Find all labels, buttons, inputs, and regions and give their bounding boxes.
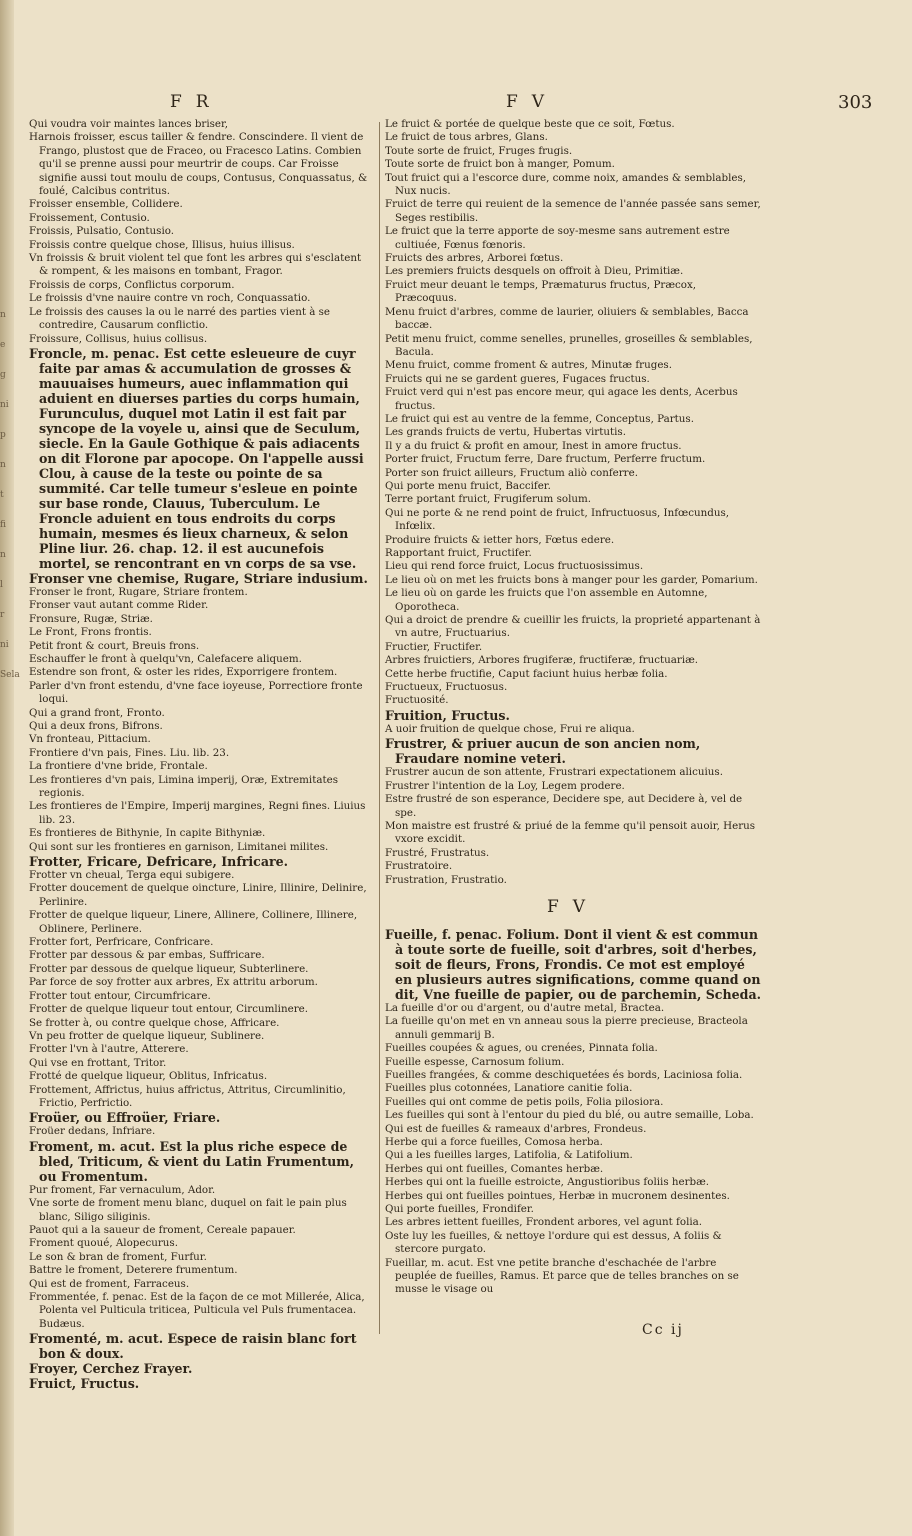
dictionary-entry: Froncle, m. penac. Est cette esleueure de cuyr faite par amas & accumulation de grosses & mauuaises humeurs, auec inflammation qui aduient en diuerses parties du corps humain, Furunculus, duquel mot Latin il est fait par syncope de la voyele u, ainsi que de Seculum, siecle. En la Gaule Gothique & pais adiacents on dit Florone par apocope. On l'appelle aussi Clou, à cause de la teste ou pointe de sa summité. Car telle tumeur s'esleue en pointe sur base ronde, Clauus, Tuberculum. Le Froncle aduient en tous endroits du corps humain, mesmes és lieux charneux, & selon Pline liur. 26. chap. 12. il est aucunefois mortel, se rencontrant en vn corps de sa vse. xyxy=(29,345,364,571)
dictionary-entry: Froissement, Contusio. xyxy=(29,211,150,224)
dictionary-entry: Frommentée, f. penac. Est de la façon de ce mot Millerée, Alica, Polenta vel Pulticula triticea, Pulticula vel Puls frumentacea. Budæus. xyxy=(29,1291,365,1330)
dictionary-entry: Fueilles frangées, & comme deschiquetées és bords, Laciniosa folia. xyxy=(385,1068,743,1081)
dictionary-entry: Frotter par dessous & par embas, Suffricare. xyxy=(29,949,265,962)
dictionary-entry: Fronser vne chemise, Rugare, Striare indusium. xyxy=(29,570,368,586)
edge-fragment: ni xyxy=(0,400,9,410)
dictionary-entry: Le froissis d'vne nauire contre vn roch, Conquassatio. xyxy=(29,292,311,305)
dictionary-entry: Frotté de quelque liqueur, Oblitus, Infricatus. xyxy=(29,1070,268,1083)
dictionary-entry: Frustration, Frustratio. xyxy=(385,873,507,886)
dictionary-entry: Froissis, Pulsatio, Contusio. xyxy=(29,225,175,238)
dictionary-entry: Il y a du fruict & profit en amour, Inest in amore fructus. xyxy=(385,439,682,452)
dictionary-entry: Froment quoué, Alopecurus. xyxy=(29,1237,178,1250)
dictionary-entry: Froissis contre quelque chose, Illisus, huius illisus. xyxy=(29,238,295,251)
dictionary-entry: Fruict de terre qui reuient de la semence de l'année passée sans semer, Seges restibilis. xyxy=(385,198,761,224)
dictionary-entry: Fueille, f. penac. Folium. Dont il vient & est commun à toute sorte de fueille, soit d'arbres, soit d'herbes, soit de fleurs, Frons, Frondis. Ce mot est employé en plusieurs autres significations, comme quand on dit, Vne fueille de papier, ou de parchemin, Scheda. xyxy=(385,926,761,1002)
dictionary-entry: Qui porte menu fruict, Baccifer. xyxy=(385,479,551,492)
dictionary-entry: Fronser vaut autant comme Rider. xyxy=(29,599,209,612)
dictionary-entry: Herbes qui ont fueilles, Comantes herbæ. xyxy=(385,1162,604,1175)
dictionary-entry: Qui a grand front, Fronto. xyxy=(29,706,165,719)
dictionary-entry: Frotter, Fricare, Defricare, Infricare. xyxy=(29,854,289,870)
dictionary-entry: Estendre son front, & oster les rides, Exporrigere frontem. xyxy=(29,666,338,679)
dictionary-entry: Vn froissis & bruit violent tel que font les arbres qui s'esclatent & rompent, & les maisons en tombant, Fragor. xyxy=(29,252,362,278)
dictionary-entry: Frotter vn cheual, Terga equi subigere. xyxy=(29,869,235,882)
dictionary-entry: Froüer, ou Effroüer, Friare. xyxy=(29,1110,221,1126)
dictionary-entry: Fruicts qui ne se gardent gueres, Fugaces fructus. xyxy=(385,372,650,385)
edge-fragment: g xyxy=(0,370,6,380)
dictionary-entry: Vne sorte de froment menu blanc, duquel on fait le pain plus blanc, Siligo siliginis. xyxy=(29,1197,347,1223)
dictionary-entry: Les premiers fruicts desquels on offroit à Dieu, Primitiæ. xyxy=(385,265,684,278)
dictionary-entry: Estre frustré de son esperance, Decidere spe, aut Decidere à, vel de spe. xyxy=(385,793,743,819)
edge-fragment: n xyxy=(0,310,6,320)
dictionary-entry: Qui a deux frons, Bifrons. xyxy=(29,719,163,732)
dictionary-entry: Froment, m. acut. Est la plus riche espece de bled, Triticum, & vient du Latin Frumentum, ou Fromentum. xyxy=(29,1138,354,1184)
dictionary-entry: Harnois froisser, escus tailler & fendre. Conscindere. Il vient de Frango, plustost que de Fraceo, ou Fracesco Latins. Combien qu'il se prenne aussi pour meurtrir de coups. Car Froisse signifie aussi tout moulu de coups, Contusus, Conquassatus, & foulé, Calcibus contritus. xyxy=(29,131,368,198)
dictionary-entry: Frustrer aucun de son attente, Frustrari expectationem alicuius. xyxy=(385,766,723,779)
right-column xyxy=(385,118,761,1297)
dictionary-entry: Qui a les fueilles larges, Latifolia, & Latifolium. xyxy=(385,1149,633,1162)
dictionary-entry: Par force de soy frotter aux arbres, Ex attritu arborum. xyxy=(29,976,318,989)
dictionary-entry: Frontiere d'vn pais, Fines. Liu. lib. 23. xyxy=(29,746,230,759)
edge-fragment: r xyxy=(0,610,5,620)
dictionary-entry: Qui ne porte & ne rend point de fruict, Infructuosus, Infœcundus, Infœlix. xyxy=(385,506,730,533)
dictionary-entry: Fronsure, Rugæ, Striæ. xyxy=(29,612,153,625)
dictionary-entry: Terre portant fruict, Frugiferum solum. xyxy=(385,493,592,506)
dictionary-entry: A uoir fruition de quelque chose, Frui re aliqua. xyxy=(385,722,635,735)
dictionary-entry: Le froissis des causes la ou le narré des parties vient à se contredire, Causarum conflictio. xyxy=(29,305,331,332)
dictionary-entry: Petit menu fruict, comme senelles, prunelles, groseilles & semblables, Bacula. xyxy=(385,332,753,358)
dictionary-entry: La fueille d'or ou d'argent, ou d'autre metal, Bractea. xyxy=(385,1001,665,1014)
page-number: 303 xyxy=(838,92,873,113)
edge-fragment: l xyxy=(0,580,3,590)
dictionary-entry: Frustrer, & priuer aucun de son ancien nom, Fraudare nomine veteri. xyxy=(385,736,701,767)
dictionary-entry: Produire fruicts & ietter hors, Fœtus edere. xyxy=(385,533,615,546)
dictionary-entry: Froisser ensemble, Collidere. xyxy=(29,198,183,211)
dictionary-entry: Le fruict de tous arbres, Glans. xyxy=(385,131,548,144)
dictionary-entry: Fromenté, m. acut. Espece de raisin blanc fort bon & doux. xyxy=(29,1331,357,1362)
section-heading: FV xyxy=(546,896,600,917)
dictionary-entry: Rapportant fruict, Fructifer. xyxy=(385,547,532,559)
edge-fragment: n xyxy=(0,550,6,560)
edge-fragment: p xyxy=(0,430,6,440)
dictionary-entry: La frontiere d'vne bride, Frontale. xyxy=(29,760,208,773)
dictionary-entry: Pauot qui a la saueur de froment, Cereale papauer. xyxy=(29,1223,296,1236)
dictionary-entry: Arbres fruictiers, Arbores frugiferæ, fructiferæ, fructuariæ. xyxy=(385,654,699,667)
signature-mark: Cc ij xyxy=(642,1322,684,1338)
dictionary-entry: Frotter par dessous de quelque liqueur, Subterlinere. xyxy=(29,962,309,975)
dictionary-entry: Herbe qui a force fueilles, Comosa herba. xyxy=(385,1136,603,1148)
dictionary-entry: Froissis de corps, Conflictus corporum. xyxy=(29,278,235,291)
dictionary-entry: Cette herbe fructifie, Caput faciunt huius herbæ folia. xyxy=(385,667,668,680)
edge-fragment: n xyxy=(0,460,6,470)
edge-fragment: e xyxy=(0,340,6,350)
dictionary-entry: Frotter l'vn à l'autre, Atterere. xyxy=(29,1043,189,1056)
dictionary-entry: Toute sorte de fruict, Fruges frugis. xyxy=(385,144,573,157)
dictionary-entry: Frustratoire. xyxy=(385,860,453,873)
column-divider xyxy=(379,122,380,1334)
dictionary-entry: Les grands fruicts de vertu, Hubertas virtutis. xyxy=(385,426,626,439)
dictionary-entry: Menu fruict, comme froment & autres, Minutæ fruges. xyxy=(385,359,672,372)
dictionary-entry: Froissure, Collisus, huius collisus. xyxy=(29,332,208,345)
edge-fragment: t xyxy=(0,490,4,500)
dictionary-entry: Qui est de froment, Farraceus. xyxy=(29,1277,190,1290)
dictionary-entry: Fueille espesse, Carnosum folium. xyxy=(385,1055,565,1068)
dictionary-entry: Vn fronteau, Pittacium. xyxy=(29,733,151,746)
edge-fragment: Sela xyxy=(0,670,20,680)
dictionary-entry: Fruict, Fructus. xyxy=(29,1376,140,1392)
running-head-left: FR xyxy=(170,92,223,112)
dictionary-entry: Frotter fort, Perfricare, Confricare. xyxy=(29,936,214,949)
dictionary-entry: Fueilles plus cotonnées, Lanatiore canitie folia. xyxy=(385,1082,633,1095)
dictionary-entry: Fueilles coupées & agues, ou crenées, Pinnata folia. xyxy=(385,1042,658,1055)
edge-fragment: ni xyxy=(0,640,9,650)
dictionary-entry: Frotter doucement de quelque oincture, Linire, Illinire, Delinire, Perlinire. xyxy=(29,882,367,908)
dictionary-entry: Vn peu frotter de quelque liqueur, Sublinere. xyxy=(29,1029,265,1042)
edge-fragment: fi xyxy=(0,520,7,530)
dictionary-entry: Battre le froment, Deterere frumentum. xyxy=(29,1264,238,1277)
dictionary-entry: Toute sorte de fruict bon à manger, Pomum. xyxy=(385,158,615,171)
dictionary-entry: Frottement, Affrictus, huius affrictus, Attritus, Circumlinitio, Frictio, Perfrictio. xyxy=(29,1083,346,1109)
dictionary-entry: Les fueilles qui sont à l'entour du pied du blé, ou autre semaille, Loba. xyxy=(385,1109,754,1122)
page-edge xyxy=(0,0,20,1536)
dictionary-entry: Frotter de quelque liqueur tout entour, Circumlinere. xyxy=(29,1003,308,1016)
dictionary-entry: Tout fruict qui a l'escorce dure, comme noix, amandes & semblables, Nux nucis. xyxy=(385,171,747,198)
dictionary-entry: Pur froment, Far vernaculum, Ador. xyxy=(29,1183,216,1196)
dictionary-entry: Fruict meur deuant le temps, Præmaturus fructus, Præcox, Præcoquus. xyxy=(385,278,697,305)
dictionary-entry: Mon maistre est frustré & priué de la femme qu'il pensoit auoir, Herus vxore excidit. xyxy=(385,819,756,846)
right-column-entries-top xyxy=(385,118,761,887)
dictionary-entry: Eschauffer le front à quelqu'vn, Calefacere aliquem. xyxy=(29,652,302,665)
dictionary-entry: Es frontieres de Bithynie, In capite Bithyniæ. xyxy=(29,827,266,840)
dictionary-entry: Se frotter à, ou contre quelque chose, Affricare. xyxy=(29,1016,280,1029)
dictionary-entry: Fructuosité. xyxy=(385,694,449,707)
dictionary-entry: Le fruict que la terre apporte de soy-mesme sans autrement estre cultiuée, Fœnus fœnoris. xyxy=(385,225,730,251)
dictionary-entry: Le son & bran de froment, Furfur. xyxy=(29,1250,207,1263)
dictionary-entry: Frustrer l'intention de la Loy, Legem prodere. xyxy=(385,779,625,792)
dictionary-entry: Qui sont sur les frontieres en garnison, Limitanei milites. xyxy=(29,840,329,853)
dictionary-entry: Le fruict qui est au ventre de la femme, Conceptus, Partus. xyxy=(385,412,694,425)
dictionary-entry: Le lieu où on garde les fruicts que l'on assemble en Automne, Oporotheca. xyxy=(385,587,708,613)
dictionary-entry: Parler d'vn front estendu, d'vne face ioyeuse, Porrectiore fronte loqui. xyxy=(29,679,363,706)
left-column xyxy=(29,118,373,1391)
dictionary-entry: Qui est de fueilles & rameaux d'arbres, Frondeus. xyxy=(385,1122,647,1135)
dictionary-entry: Petit front & court, Breuis frons. xyxy=(29,639,200,652)
dictionary-entry: Fructueux, Fructuosus. xyxy=(385,681,508,694)
dictionary-entry: Qui a droict de prendre & cueillir les fruicts, la proprieté appartenant à vn autre, Fructuarius. xyxy=(385,614,761,640)
dictionary-entry: Fruition, Fructus. xyxy=(385,707,510,723)
dictionary-entry: Fruict verd qui n'est pas encore meur, qui agace les dents, Acerbus fructus. xyxy=(385,386,738,412)
dictionary-entry: Le Front, Frons frontis. xyxy=(29,626,152,639)
dictionary-entry: Herbes qui ont fueilles pointues, Herbæ in mucronem desinentes. xyxy=(385,1189,730,1202)
dictionary-entry: Fueilles qui ont comme de petis poils, Folia pilosiora. xyxy=(385,1095,664,1108)
dictionary-entry: Qui porte fueilles, Frondifer. xyxy=(385,1203,534,1216)
dictionary-entry: Les frontieres d'vn pais, Limina imperij, Oræ, Extremitates regionis. xyxy=(29,773,338,799)
dictionary-entry: Porter fruict, Fructum ferre, Dare fructum, Perferre fructum. xyxy=(385,453,706,466)
dictionary-entry: Froyer, Cerchez Frayer. xyxy=(29,1361,193,1377)
dictionary-entry: Oste luy les fueilles, & nettoye l'ordure qui est dessus, A foliis & stercore purgato. xyxy=(385,1229,722,1256)
dictionary-entry: Le fruict & portée de quelque beste que ce soit, Fœtus. xyxy=(385,118,675,130)
dictionary-entry: Porter son fruict ailleurs, Fructum aliò conferre. xyxy=(385,466,638,479)
running-head-right: FV xyxy=(506,92,559,112)
right-column-entries-bottom xyxy=(385,927,761,1297)
dictionary-entry: Les arbres iettent fueilles, Frondent arbores, vel agunt folia. xyxy=(385,1216,703,1229)
dictionary-entry: Herbes qui ont la fueille estroicte, Angustioribus foliis herbæ. xyxy=(385,1176,710,1189)
dictionary-entry: Le lieu où on met les fruicts bons à manger pour les garder, Pomarium. xyxy=(385,573,758,586)
dictionary-entry: La fueille qu'on met en vn anneau sous la pierre precieuse, Bracteola annuli gemmarij B. xyxy=(385,1015,748,1041)
dictionary-entry: Frustré, Frustratus. xyxy=(385,846,490,859)
dictionary-entry: Frotter de quelque liqueur, Linere, Allinere, Collinere, Illinere, Oblinere, Perlinere. xyxy=(29,909,358,935)
dictionary-entry: Fruicts des arbres, Arborei fœtus. xyxy=(385,252,564,265)
dictionary-entry: Frotter tout entour, Circumfricare. xyxy=(29,989,211,1002)
facing-page-edge-text xyxy=(0,300,20,690)
dictionary-entry: Froüer dedans, Infriare. xyxy=(29,1125,156,1138)
dictionary-entry: Fronser le front, Rugare, Striare frontem. xyxy=(29,585,248,598)
dictionary-entry: Lieu qui rend force fruict, Locus fructuosissimus. xyxy=(385,560,644,573)
dictionary-entry: Les frontieres de l'Empire, Imperij margines, Regni fines. Liuius lib. 23. xyxy=(29,800,366,826)
dictionary-entry: Qui voudra voir maintes lances briser, xyxy=(29,118,229,130)
dictionary-entry: Fueillar, m. acut. Est vne petite branche d'eschachée de l'arbre peuplée de fueilles, Ramus. Et parce que de telles branches on se musse le visage ou xyxy=(385,1256,739,1296)
dictionary-entry: Fructier, Fructifer. xyxy=(385,640,483,653)
dictionary-entry: Menu fruict d'arbres, comme de laurier, oliuiers & semblables, Bacca baccæ. xyxy=(385,305,749,332)
dictionary-entry: Qui vse en frottant, Tritor. xyxy=(29,1056,167,1069)
